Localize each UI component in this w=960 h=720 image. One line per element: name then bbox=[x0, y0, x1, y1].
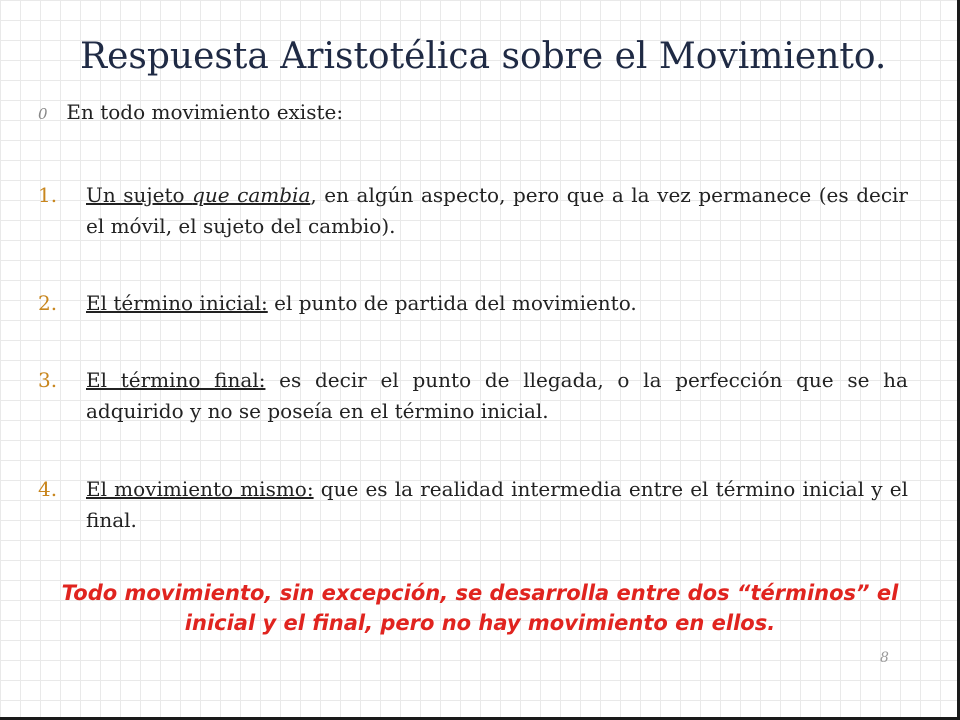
item-text bbox=[86, 288, 908, 319]
intro-text: En todo movimiento existe: bbox=[66, 100, 344, 124]
item-number: 1. bbox=[38, 183, 58, 207]
intro-bullet bbox=[38, 100, 343, 124]
list-item-4 bbox=[38, 474, 908, 536]
item-description: , en algún aspecto, pero que a la vez permanece (es decir el móvil, el sujeto del cambio). bbox=[86, 183, 908, 238]
conclusion-text: Todo movimiento, sin excepción, se desarrolla entre dos “términos” el inicial y el final, pero no hay movimiento en ellos. bbox=[61, 581, 899, 635]
item-term bbox=[86, 183, 310, 207]
item-text bbox=[86, 474, 908, 536]
item-text bbox=[86, 365, 908, 427]
item-term: El término inicial: bbox=[86, 291, 268, 315]
item-description: el punto de partida del movimiento. bbox=[267, 291, 637, 315]
item-term: El término final: bbox=[86, 368, 266, 392]
item-number: 3. bbox=[38, 368, 58, 392]
item-text bbox=[86, 180, 908, 242]
bullet-marker: 0 bbox=[38, 105, 48, 123]
page-number: 8 bbox=[880, 650, 889, 666]
item-term-text: Un sujeto bbox=[86, 183, 193, 207]
item-description: que es la realidad intermedia entre el término inicial y el final. bbox=[86, 477, 909, 532]
list-item-2 bbox=[38, 288, 908, 319]
item-number: 4. bbox=[38, 477, 58, 501]
item-term: El movimiento mismo: bbox=[86, 477, 314, 501]
item-number: 2. bbox=[38, 291, 58, 315]
item-description: es decir el punto de llegada, o la perfección que se ha adquirido y no se poseía en el término inicial. bbox=[86, 368, 908, 423]
item-term-italic: que cambia bbox=[192, 183, 311, 207]
slide-title: Respuesta Aristotélica sobre el Movimiento. bbox=[80, 36, 887, 77]
list-item-1 bbox=[38, 180, 908, 242]
list-item-3 bbox=[38, 365, 908, 427]
